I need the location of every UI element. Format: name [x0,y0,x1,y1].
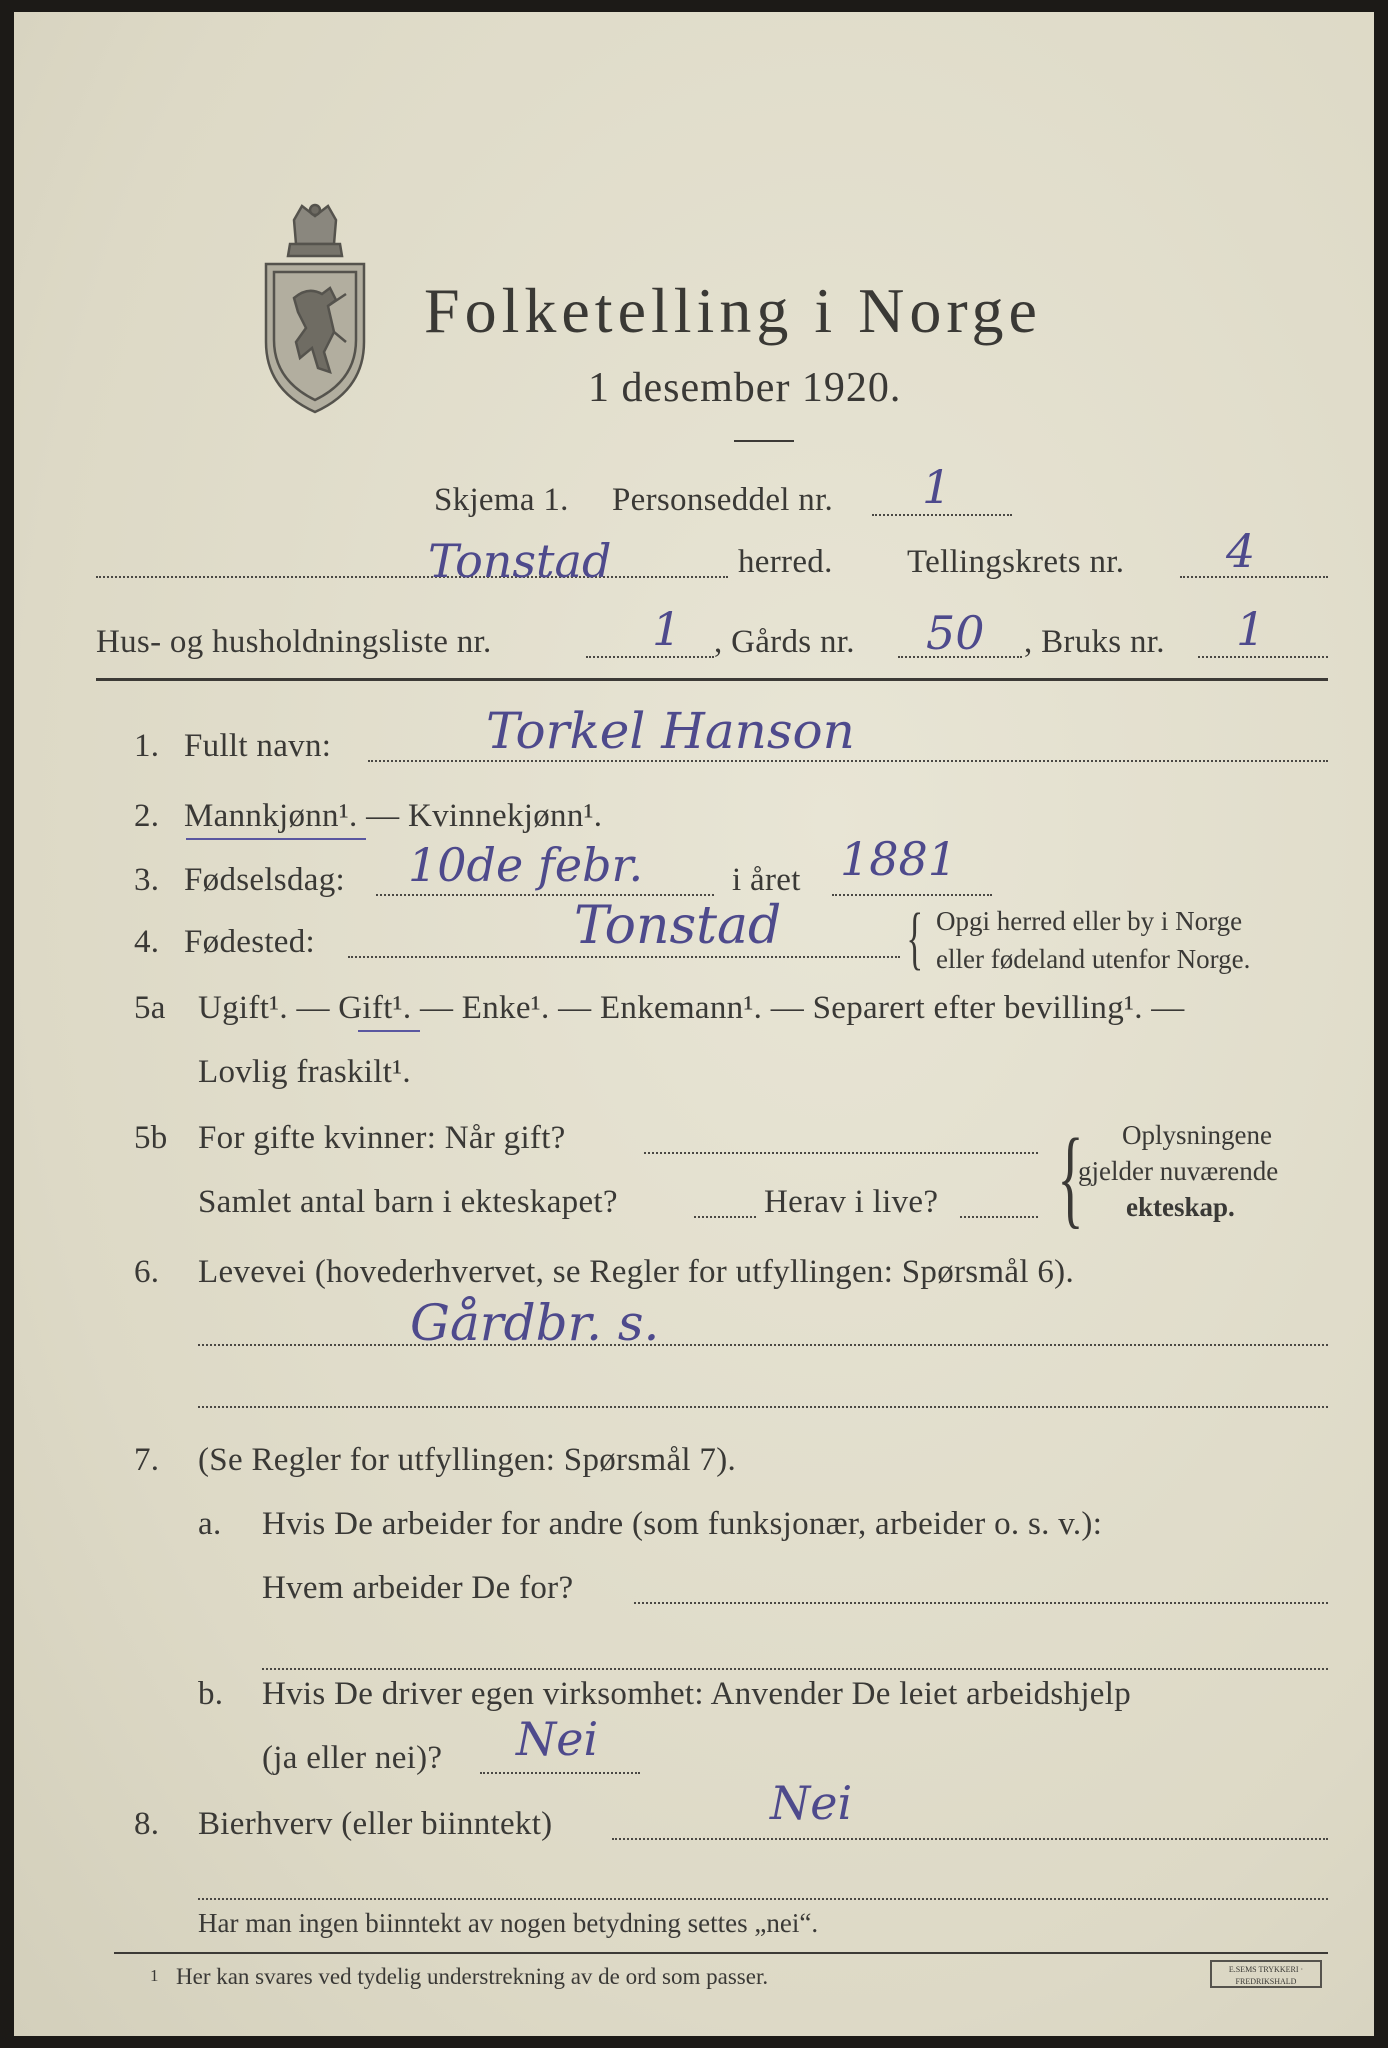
q5b-children-label: Samlet antal barn i ekteskapet? [198,1184,618,1220]
tellingskrets-value: 4 [1226,524,1256,578]
q8-label: Bierhverv (eller biinntekt) [198,1806,553,1842]
q7-label: (Se Regler for utfyllingen: Spørsmål 7). [198,1442,737,1478]
herred-label: herred. [738,544,833,580]
q6-occupation-value: Gårdbr. s. [410,1294,660,1352]
personseddel-value: 1 [922,460,952,514]
q3-year-value: 1881 [840,832,958,886]
q4-label: Fødested: [184,924,316,960]
herred-value: Tonstad [428,534,612,588]
q5a-gift-underline [358,1030,420,1032]
bruks-line [1198,656,1328,658]
q8-line [612,1838,1328,1840]
q4-birthplace-value: Tonstad [574,896,782,956]
bruks-value: 1 [1236,602,1266,656]
q7a-employer-line2 [262,1668,1328,1670]
q2-gender-options: Mannkjønn¹. — Kvinnekjønn¹. [184,798,603,834]
q5b-note-line1: Oplysningene [1122,1120,1272,1150]
q1-label: Fullt navn: [184,728,332,764]
q5b-children-line [694,1216,756,1218]
census-form-sheet [14,12,1374,2036]
q3-birthday-value: 10de febr. [408,838,644,892]
footer-separator [114,1952,1328,1954]
q7a-line2: Hvem arbeider De for? [262,1570,574,1606]
q3-year-label: i året [732,862,801,898]
q5b-alive-label: Herav i live? [764,1184,939,1220]
q5b-line1: For gifte kvinner: Når gift? [198,1120,566,1156]
q5b-number: 5b [134,1120,168,1156]
q5a-line1: Ugift¹. — Gift¹. — Enke¹. — Enkemann¹. — Separert efter bevilling¹. — [198,990,1185,1026]
personseddel-line [872,514,1012,516]
q6-number: 6. [134,1254,160,1290]
q7b-answer-value: Nei [516,1712,599,1766]
q5b-note-line3: ekteskap. [1126,1192,1235,1222]
q2-number: 2. [134,798,160,834]
q8-side-income-value: Nei [770,1776,853,1830]
q5a-line2: Lovlig fraskilt¹. [198,1054,411,1090]
q5b-alive-line [960,1216,1038,1218]
q1-full-name-value: Torkel Hanson [486,702,855,760]
q8-number: 8. [134,1806,160,1842]
q8-line2 [198,1898,1328,1900]
husliste-value: 1 [652,602,682,656]
q3-year-line [832,894,992,896]
q4-brace: { [906,900,924,977]
footnote-text: Her kan svares ved tydelig understrekning av de ord som passer. [176,1964,769,1989]
gards-value: 50 [926,606,985,660]
herred-line [96,576,728,578]
personseddel-label: Personseddel nr. [612,482,834,518]
q7a-letter: a. [198,1506,222,1542]
q7-number: 7. [134,1442,160,1478]
q5b-brace: { [1057,1116,1084,1238]
q7a-employer-line [634,1602,1328,1604]
schema-label: Skjema 1. [434,482,569,518]
norwegian-coat-of-arms-icon [250,202,380,417]
q4-note-line2: eller fødeland utenfor Norge. [936,944,1251,974]
q4-line [348,956,900,958]
q7b-line2: (ja eller nei)? [262,1740,443,1776]
footnote-mark: 1 [150,1966,159,1985]
q4-number: 4. [134,924,160,960]
q1-number: 1. [134,728,160,764]
q5b-note-line2: gjelder nuværende [1078,1156,1279,1186]
title-divider [734,440,794,442]
q5a-number: 5a [134,990,166,1026]
printer-stamp: E.SEMS TRYKKERI · FREDRIKSHALD [1210,1960,1322,1988]
form-title: Folketelling i Norge [424,275,1042,346]
q6-label: Levevei (hovederhvervet, se Regler for utfyllingen: Spørsmål 6). [198,1254,1075,1290]
q5b-married-line [644,1152,1038,1154]
q7b-line [480,1772,640,1774]
q6-line1 [198,1344,1328,1346]
census-date: 1 desember 1920. [588,365,902,411]
husliste-line [586,656,714,658]
q3-label: Fødselsdag: [184,862,345,898]
q3-number: 3. [134,862,160,898]
header-separator [96,678,1328,681]
q1-line [368,760,1328,762]
q2-mannkjonn-underline [186,838,366,840]
gards-label: , Gårds nr. [714,624,855,660]
q7a-line1: Hvis De arbeider for andre (som funksjonær, arbeider o. s. v.): [262,1506,1103,1542]
q6-line2 [198,1406,1328,1408]
q7b-letter: b. [198,1676,224,1712]
footer-note: Har man ingen biinntekt av nogen betydning settes „nei“. [198,1908,819,1938]
q7b-line1: Hvis De driver egen virksomhet: Anvender De leiet arbeidshjelp [262,1676,1132,1712]
bruks-label: , Bruks nr. [1024,624,1165,660]
q4-note-line1: Opgi herred eller by i Norge [936,906,1243,936]
tellingskrets-label: Tellingskrets nr. [907,544,1125,580]
husliste-label: Hus- og husholdningsliste nr. [96,624,492,660]
